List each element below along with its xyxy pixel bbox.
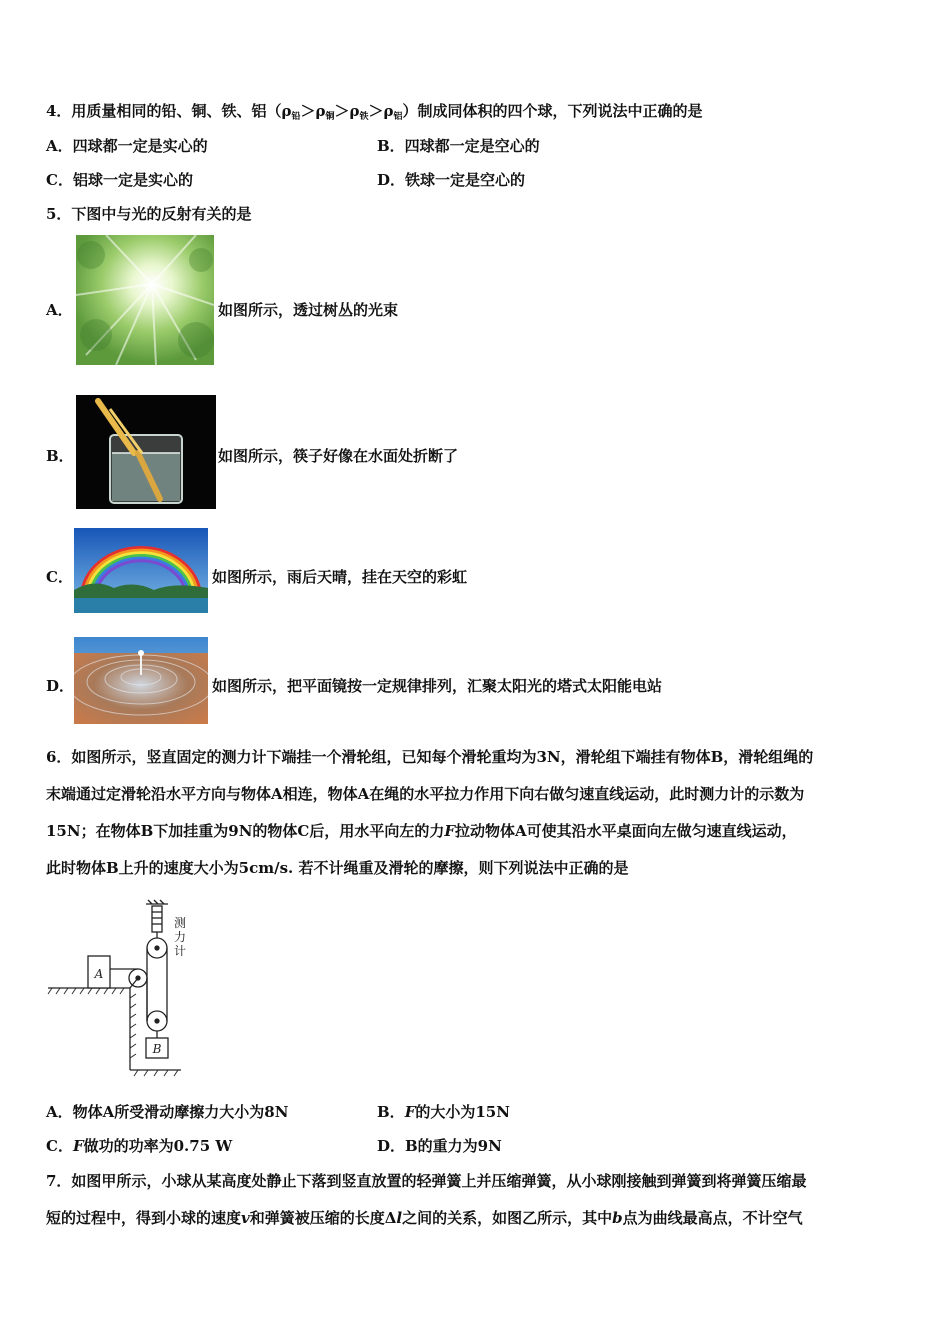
pulley-label-b: B <box>152 1042 162 1056</box>
q6-option-d: D．B的重力为9N <box>377 1137 502 1155</box>
q6-option-b <box>377 1102 510 1122</box>
q7-stem-line1: 7．如图甲所示，小球从某高度处静止下落到竖直放置的轻弹簧上并压缩弹簧，从小球刚接触到弹簧到将弹簧压缩最 <box>46 1172 807 1190</box>
q4-stem-suffix: ）制成同体积的四个球，下列说法中正确的是 <box>402 102 703 120</box>
q6-option-c-prefix: C． <box>46 1137 73 1155</box>
rainbow-image <box>74 528 208 613</box>
q5-option-b-caption: 如图所示，筷子好像在水面处折断了 <box>218 447 459 465</box>
rho-symbol: ρ <box>383 102 394 120</box>
q5-option-c-caption: 如图所示，雨后天晴，挂在天空的彩虹 <box>212 568 468 586</box>
q7-line2-part-b: 和弹簧被压缩的长度Δ <box>249 1209 397 1227</box>
q5-option-d-caption: 如图所示，把平面镜按一定规律排列，汇聚太阳光的塔式太阳能电站 <box>212 677 663 695</box>
q6-stem-line2: 末端通过定滑轮沿水平方向与物体A相连，物体A在绳的水平拉力作用下向右做匀速直线运动，此时测力计的示数为 <box>46 785 805 803</box>
q6-option-b-prefix: B． <box>377 1103 405 1121</box>
rho-symbol: ρ <box>349 102 360 120</box>
pulley-figure <box>46 898 206 1083</box>
q5-option-b-label: B． <box>46 447 74 465</box>
q6-option-b-force: F <box>404 1103 416 1121</box>
q4-option-a: A．四球都一定是实心的 <box>46 137 208 155</box>
q5-stem: 5．下图中与光的反射有关的是 <box>46 205 252 223</box>
solar-tower-image <box>74 637 208 724</box>
q4-stem <box>46 101 703 127</box>
q6-stem-line1: 6．如图所示，竖直固定的测力计下端挂一个滑轮组，已知每个滑轮重均为3N，滑轮组下端挂有物体B，滑轮组绳的 <box>46 748 814 766</box>
q6-option-c <box>46 1136 232 1156</box>
pulley-label-meter: 测力计 <box>174 916 187 958</box>
pulley-label-a: A <box>94 967 104 981</box>
q6-option-b-suffix: 的大小为15N <box>415 1103 510 1121</box>
q7-point-b-symbol: b <box>612 1209 623 1227</box>
q4-option-c: C．铝球一定是实心的 <box>46 171 193 189</box>
rho-symbol: ρ <box>315 102 326 120</box>
q7-length-symbol: l <box>396 1209 403 1227</box>
q5-option-c-label: C． <box>46 568 73 586</box>
q6-force-symbol: F <box>444 822 456 840</box>
rho-sub-lead: 铅 <box>291 112 301 122</box>
chopstick-water-image <box>76 395 216 509</box>
gt-sign: ＞ <box>368 102 384 120</box>
q6-line3-part-a: 15N；在物体B下加挂重为9N的物体C后，用水平向左的力 <box>46 822 445 840</box>
rho-sub-copper: 铜 <box>325 112 335 122</box>
forest-light-image <box>76 235 214 365</box>
q7-line2-part-c: 之间的关系，如图乙所示，其中 <box>402 1209 613 1227</box>
q6-option-c-force: F <box>72 1137 84 1155</box>
q4-option-b: B．四球都一定是空心的 <box>377 137 540 155</box>
rho-sub-al: 铝 <box>393 112 403 122</box>
q6-option-c-suffix: 做功的功率为0.75 W <box>83 1137 233 1155</box>
q6-option-a: A．物体A所受滑动摩擦力大小为8N <box>46 1103 289 1121</box>
q6-line3-part-b: 拉动物体A可使其沿水平桌面向左做匀速直线运动， <box>455 822 797 840</box>
rho-sub-iron: 铁 <box>359 112 369 122</box>
gt-sign: ＞ <box>300 102 316 120</box>
q7-stem-line2 <box>46 1208 803 1228</box>
q6-stem-line3 <box>46 821 797 841</box>
q4-stem-prefix: 4．用质量相同的铅、铜、铁、铝（ <box>46 102 282 120</box>
q6-stem-line4: 此时物体B上升的速度大小为5cm/s. 若不计绳重及滑轮的摩擦，则下列说法中正确的是 <box>46 859 629 877</box>
q7-line2-part-d: 点为曲线最高点，不计空气 <box>622 1209 803 1227</box>
q5-option-a-label: A． <box>46 301 73 319</box>
q5-option-d-label: D． <box>46 677 75 695</box>
rho-symbol: ρ <box>281 102 292 120</box>
q5-option-a-caption: 如图所示，透过树丛的光束 <box>218 301 399 319</box>
q7-velocity-symbol: v <box>241 1209 250 1227</box>
q7-line2-part-a: 短的过程中，得到小球的速度 <box>46 1209 242 1227</box>
gt-sign: ＞ <box>334 102 350 120</box>
q4-option-d: D．铁球一定是空心的 <box>377 171 526 189</box>
